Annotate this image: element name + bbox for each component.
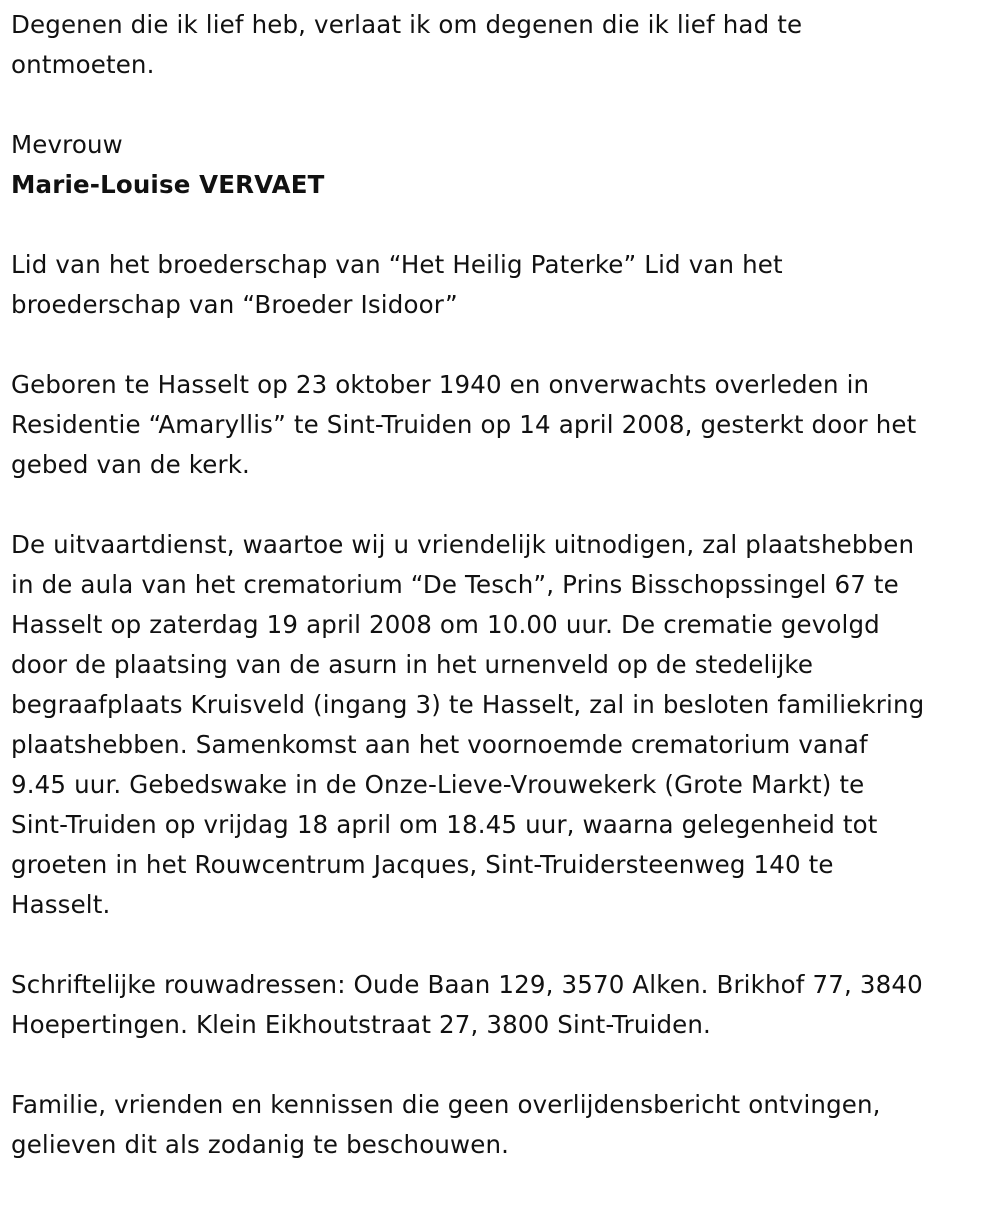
birth-death-line: gebed van de kerk. bbox=[11, 450, 250, 479]
service-line: Sint-Truiden op vrijdag 18 april om 18.45 uur, waarna gelegenheid tot bbox=[11, 810, 878, 839]
service-line: begraafplaats Kruisveld (ingang 3) te Hasselt, zal in besloten familiekring bbox=[11, 690, 925, 719]
service-line: Hasselt. bbox=[11, 890, 111, 919]
service-line: De uitvaartdienst, waartoe wij u vriendelijk uitnodigen, zal plaatshebben bbox=[11, 530, 915, 559]
deceased-name: Marie-Louise VERVAET bbox=[11, 170, 325, 199]
closing-line: Familie, vrienden en kennissen die geen overlijdensbericht ontvingen, bbox=[11, 1090, 881, 1119]
address-line: Schriftelijke rouwadressen: Oude Baan 129, 3570 Alken. Brikhof 77, 3840 bbox=[11, 970, 923, 999]
obituary-notice bbox=[11, 5, 995, 1205]
membership-line: Lid van het broederschap van “Het Heilig Paterke” Lid van het bbox=[11, 250, 783, 279]
service-line: in de aula van het crematorium “De Tesch”, Prins Bisschopssingel 67 te bbox=[11, 570, 899, 599]
funeral-service-paragraph bbox=[11, 525, 995, 925]
service-line: plaatshebben. Samenkomst aan het voornoemde crematorium vanaf bbox=[11, 730, 868, 759]
closing-paragraph bbox=[11, 1085, 995, 1165]
service-line: door de plaatsing van de asurn in het urnenveld op de stedelijke bbox=[11, 650, 814, 679]
condolence-addresses-paragraph bbox=[11, 965, 995, 1045]
quote-line: Degenen die ik lief heb, verlaat ik om degenen die ik lief had te bbox=[11, 10, 803, 39]
opening-quote bbox=[11, 5, 995, 85]
service-line: 9.45 uur. Gebedswake in de Onze-Lieve-Vrouwekerk (Grote Markt) te bbox=[11, 770, 865, 799]
honorific-title: Mevrouw bbox=[11, 130, 123, 159]
closing-line: gelieven dit als zodanig te beschouwen. bbox=[11, 1130, 510, 1159]
birth-death-line: Geboren te Hasselt op 23 oktober 1940 en onverwachts overleden in bbox=[11, 370, 870, 399]
membership-line: broederschap van “Broeder Isidoor” bbox=[11, 290, 458, 319]
quote-line: ontmoeten. bbox=[11, 50, 155, 79]
membership-paragraph bbox=[11, 245, 995, 325]
service-line: Hasselt op zaterdag 19 april 2008 om 10.00 uur. De crematie gevolgd bbox=[11, 610, 880, 639]
address-line: Hoepertingen. Klein Eikhoutstraat 27, 3800 Sint-Truiden. bbox=[11, 1010, 711, 1039]
birth-death-line: Residentie “Amaryllis” te Sint-Truiden op 14 april 2008, gesterkt door het bbox=[11, 410, 917, 439]
birth-death-paragraph bbox=[11, 365, 995, 485]
service-line: groeten in het Rouwcentrum Jacques, Sint-Truidersteenweg 140 te bbox=[11, 850, 834, 879]
